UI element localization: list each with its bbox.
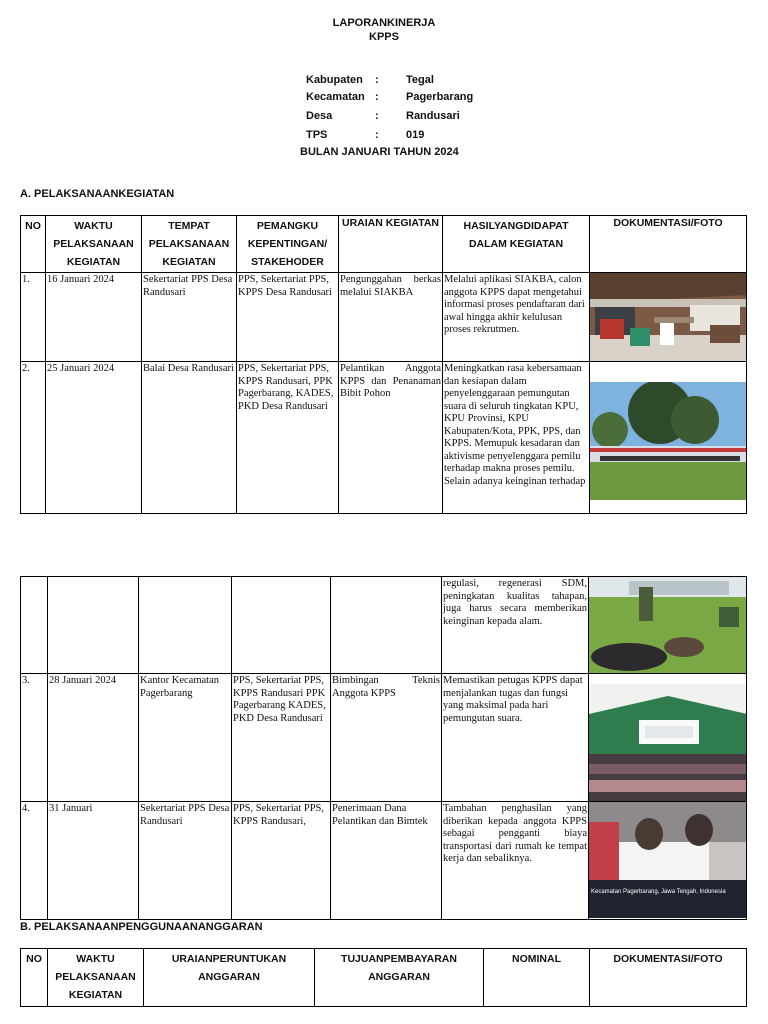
col-header-dokumentasi: DOKUMENTASI/FOTO — [590, 949, 747, 1007]
cell-no: 1. — [21, 273, 46, 362]
field-label-desa: Desa — [306, 110, 333, 122]
field-sep: : — [375, 110, 379, 122]
col-header-tempat: TEMPAT PELAKSANAAN KEGIATAN — [142, 216, 237, 273]
field-label-kabupaten: Kabupaten — [306, 74, 363, 86]
cell-stakeholder: PPS, Sekertariat PPS, KPPS Randusari, — [232, 802, 331, 920]
cell-place: Kantor Kecamatan Pagerbarang — [139, 674, 232, 802]
cell-activity: Bimbingan Teknis Anggota KPPS — [331, 674, 442, 802]
cell-result: Meningkatkan rasa kebersamaan dan kesiapan dalam penyelenggaraan pemungutan suara di seluruh tingkatan KPU, KPU Provinsi, KPU Kabupaten/Kota, PPK, PPS, dan KPPS. Memupuk kesadaran dan aktivisme penyelenggara pemilu terhadap makna proses pemilu. Selain adanya keinginan terhadap — [443, 362, 590, 514]
field-sep: : — [375, 129, 379, 141]
col-header-hasil: HASILYANGDIDAPAT DALAM KEGIATAN — [443, 216, 590, 273]
field-value-tps: 019 — [406, 129, 425, 141]
cell-no: 4. — [21, 802, 48, 920]
field-label-kecamatan: Kecamatan — [306, 91, 365, 103]
budget-table — [20, 948, 747, 1007]
cell-place — [139, 577, 232, 674]
cell-stakeholder: PPS, Sekertariat PPS, KPPS Randusari, PPK Pagerbarang, KADES, PKD Desa Randusari — [237, 362, 339, 514]
cell-activity: Pengunggahan berkas melalui SIAKBA — [339, 273, 443, 362]
cell-place: Sekertariat PPS Desa Randusari — [139, 802, 232, 920]
cell-activity: Penerimaan Dana Pelantikan dan Bimtek — [331, 802, 442, 920]
photo-technical-training — [589, 684, 746, 801]
cell-no: 3. — [21, 674, 48, 802]
cell-no — [21, 577, 48, 674]
cell-stakeholder: PPS, Sekertariat PPS, KPPS Randusari PPK Pagerbarang KADES, PKD Desa Randusari — [232, 674, 331, 802]
table-row — [21, 802, 747, 920]
col-header-no: NO — [21, 216, 46, 273]
table-header-row — [21, 949, 747, 1007]
report-subtitle: KPPS — [369, 31, 399, 43]
field-value-kabupaten: Tegal — [406, 74, 434, 86]
cell-date: 25 Januari 2024 — [46, 362, 142, 514]
photo-tree-planting — [589, 577, 746, 673]
col-header-nominal: NOMINAL — [484, 949, 590, 1007]
cell-activity: Pelantikan Anggota KPPS dan Penanaman Bibit Pohon — [339, 362, 443, 514]
field-value-desa: Randusari — [406, 110, 460, 122]
table-row — [21, 577, 747, 674]
cell-result: Tambahan penghasilan yang diberikan kepada anggota KPPS sebagai pengganti biaya transportasi dari rumah ke tempat kerja dan sebaliknya. — [442, 802, 589, 920]
table-row — [21, 362, 747, 514]
cell-photo — [589, 802, 747, 920]
cell-stakeholder: PPS, Sekertariat PPS, KPPS Desa Randusari — [237, 273, 339, 362]
section-a-heading: A. PELAKSANAANKEGIATAN — [20, 188, 175, 200]
cell-result: regulasi, regenerasi SDM, peningkatan kualitas tahapan, juga harus secara memberikan keinginan kepada alam. — [442, 577, 589, 674]
col-header-dokumentasi: DOKUMENTASI/FOTO — [590, 216, 747, 273]
field-sep: : — [375, 74, 379, 86]
col-header-no: NO — [21, 949, 48, 1007]
report-period: BULAN JANUARI TAHUN 2024 — [300, 146, 459, 158]
col-header-pemangku: PEMANGKU KEPENTINGAN/ STAKEHODER — [237, 216, 339, 273]
table-row — [21, 273, 747, 362]
cell-place: Balai Desa Randusari — [142, 362, 237, 514]
col-header-uraian-peruntukan: URAIANPERUNTUKAN ANGGARAN — [144, 949, 315, 1007]
activity-table-page1 — [20, 215, 747, 514]
cell-photo — [589, 577, 747, 674]
cell-date: 28 Januari 2024 — [48, 674, 139, 802]
cell-stakeholder — [232, 577, 331, 674]
col-header-uraian: URAIAN KEGIATAN — [339, 216, 443, 273]
col-header-waktu: WAKTU PELAKSANAAN KEGIATAN — [46, 216, 142, 273]
cell-no: 2. — [21, 362, 46, 514]
cell-result: Memastikan petugas KPPS dapat menjalankan tugas dan fungsi yang maksimal pada hari pemungutan suara. — [442, 674, 589, 802]
cell-date: 31 Januari — [48, 802, 139, 920]
report-title: LAPORANKINERJA — [332, 17, 436, 29]
table-row — [21, 674, 747, 802]
field-label-tps: TPS — [306, 129, 328, 141]
cell-photo — [589, 674, 747, 802]
table-header-row — [21, 216, 747, 273]
activity-table-page2 — [20, 576, 747, 920]
col-header-waktu: WAKTU PELAKSANAAN KEGIATAN — [48, 949, 144, 1007]
cell-activity — [331, 577, 442, 674]
photo-caption: Kecamatan Pagerbarang, Jawa Tengah, Indonesia — [591, 889, 726, 895]
col-header-tujuan-pembayaran: TUJUANPEMBAYARAN ANGGARAN — [315, 949, 484, 1007]
section-b-heading: B. PELAKSANAANPENGGUNAANANGGARAN — [20, 921, 263, 933]
cell-photo — [590, 273, 747, 362]
field-sep: : — [375, 91, 379, 103]
cell-date: 16 Januari 2024 — [46, 273, 142, 362]
cell-result: Melalui aplikasi SIAKBA, calon anggota KPPS dapat mengetahui informasi proses pendaftaran dari awal hingga akhir kelulusan proses rekrutmen. — [443, 273, 590, 362]
photo-fund-receipt — [589, 802, 746, 918]
photo-inauguration-field — [590, 382, 746, 500]
cell-place: Sekertariat PPS Desa Randusari — [142, 273, 237, 362]
field-value-kecamatan: Pagerbarang — [406, 91, 474, 103]
cell-date — [48, 577, 139, 674]
cell-photo — [590, 362, 747, 514]
photo-siakba-office — [590, 273, 746, 361]
